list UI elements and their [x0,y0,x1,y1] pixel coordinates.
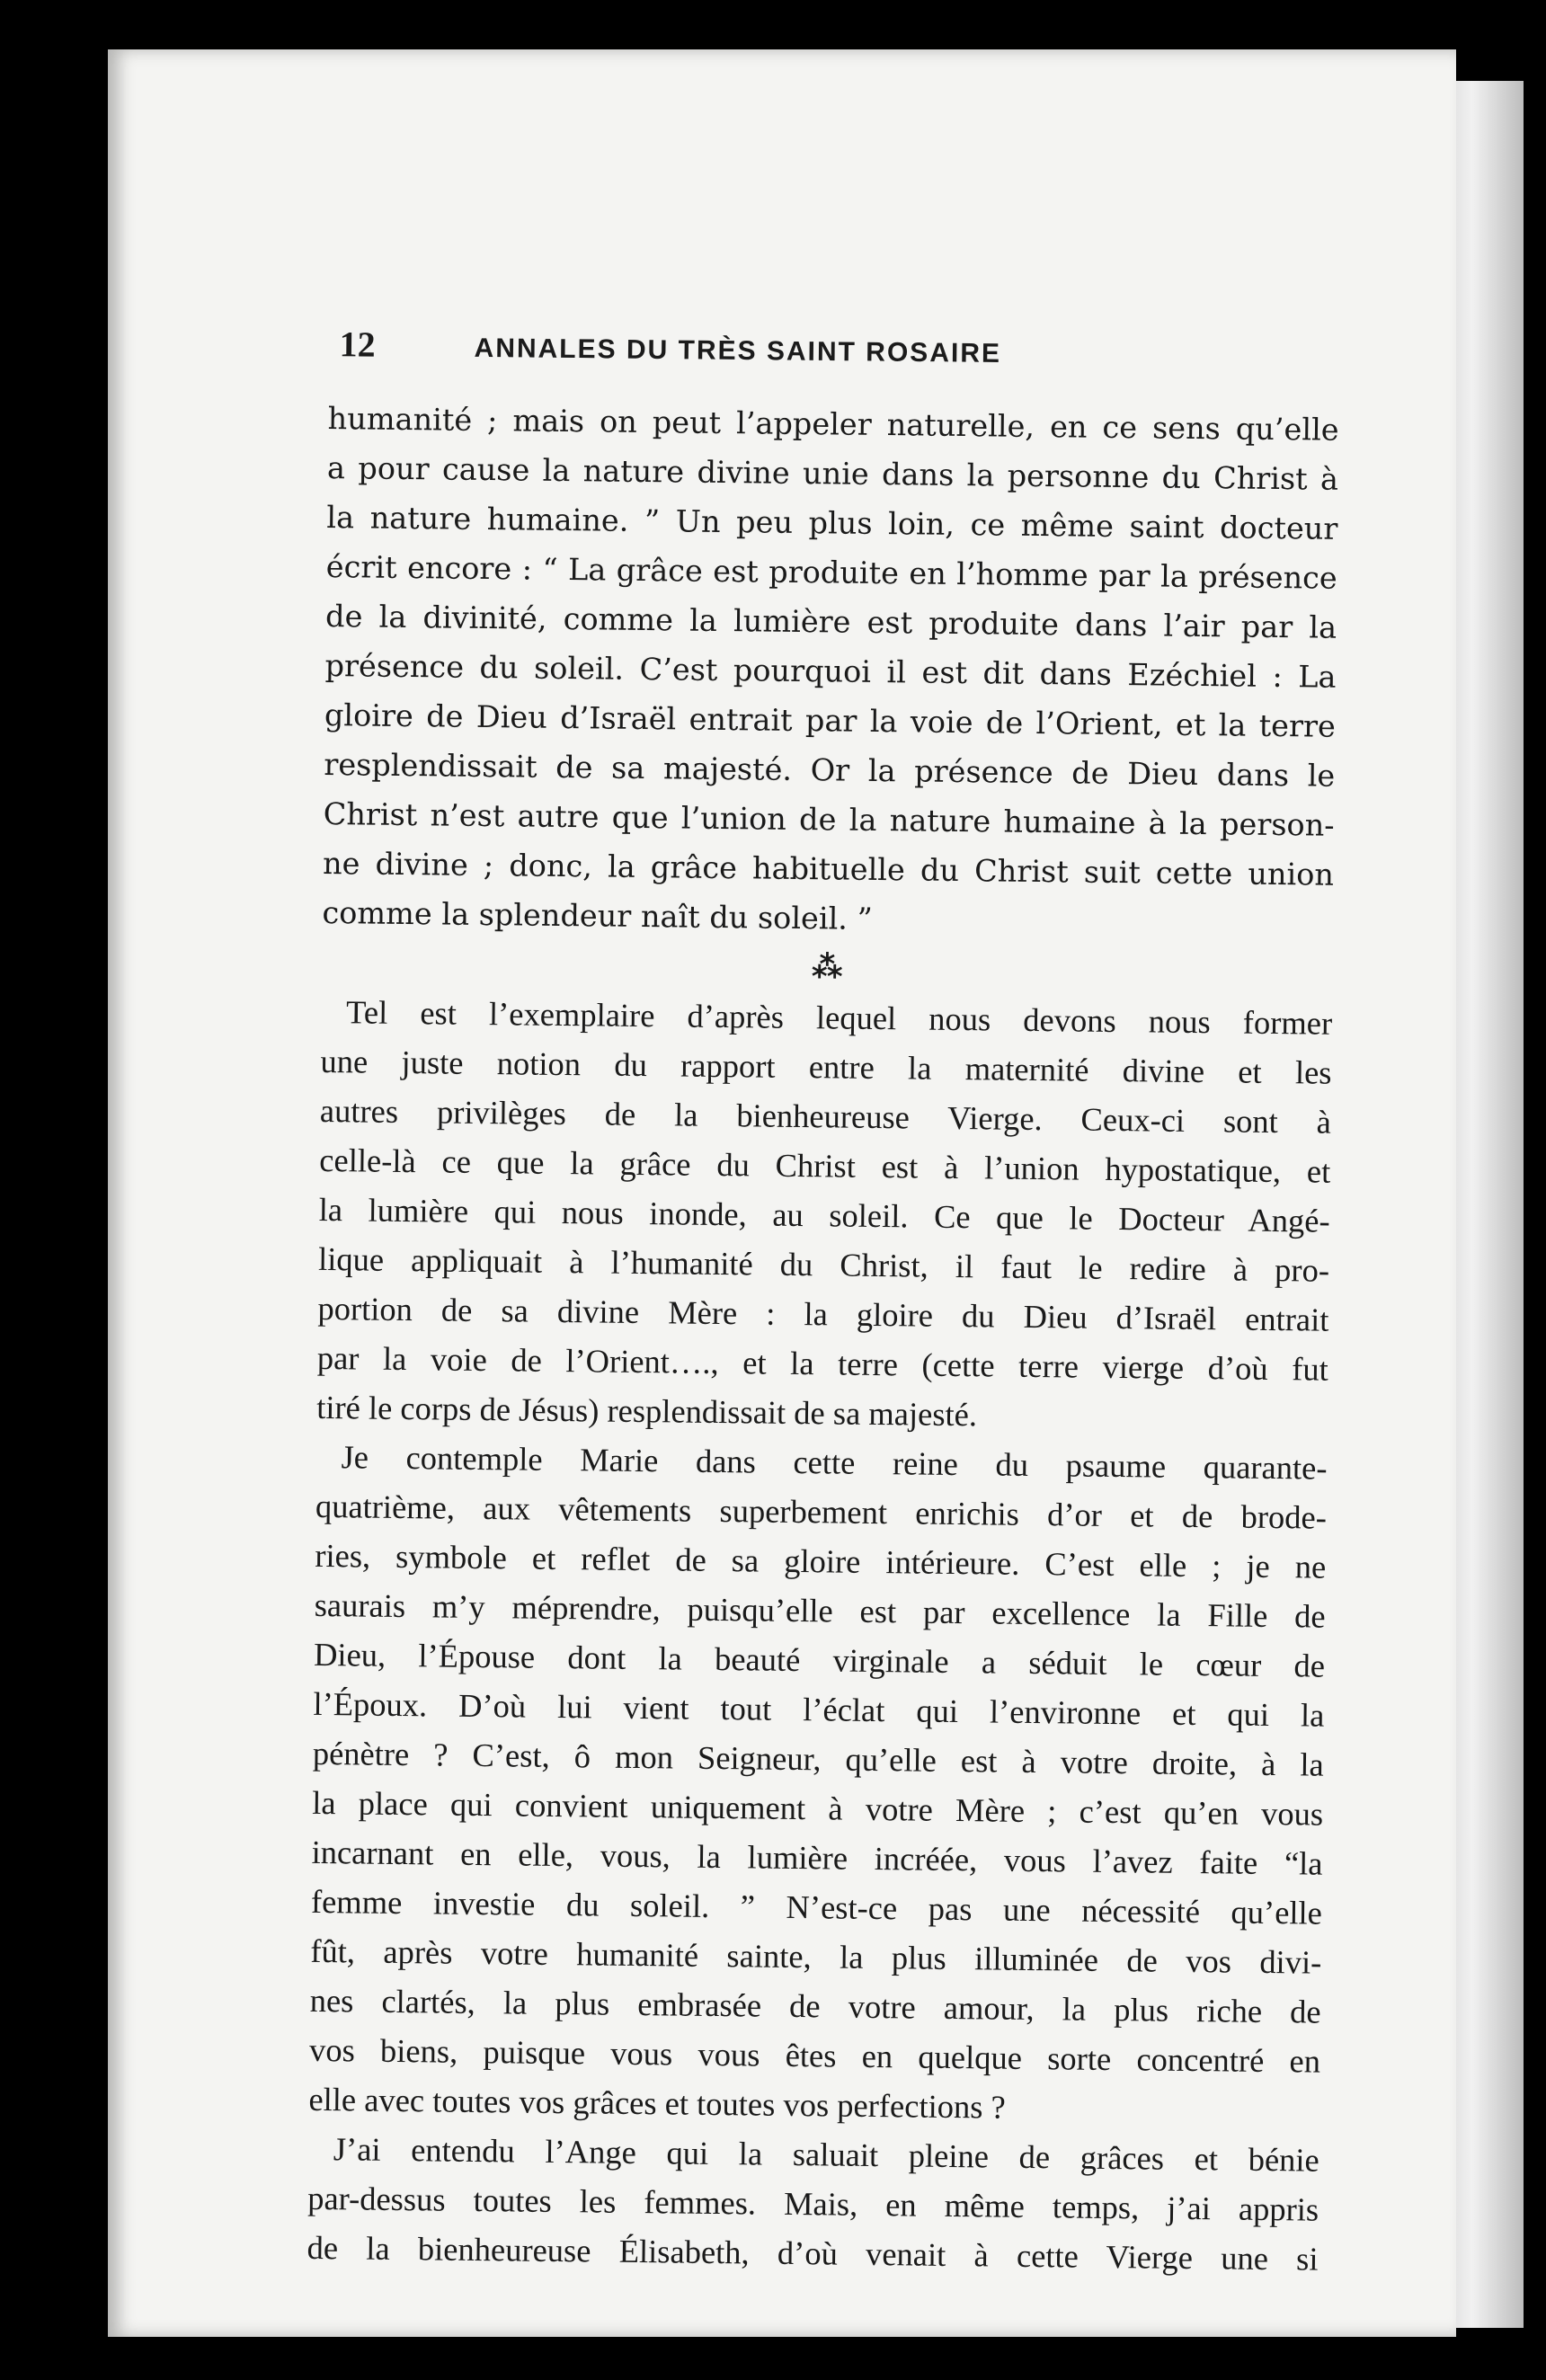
text-line: autres privilèges de la bienheureuse Vierge. Ceux-ci sont à [319,1091,1332,1141]
text-line: fût, après votre humanité sainte, la plus illuminée de vos divi- [310,1932,1322,1981]
text-line: la place qui convient uniquement à votre Mère ; c’est qu’en vous [311,1783,1324,1833]
text-line: humanité ; mais on peut l’appeler naturelle, en ce sens qu’elle [327,400,1339,448]
text-line: Dieu, l’Épouse dont la beauté virginale a séduit le cœur de [313,1635,1326,1684]
text-line: Christ n’est autre que l’union de la nature humaine à la person- [323,795,1335,843]
text-line: tiré le corps de Jésus) resplendissait de sa majesté. [315,1388,978,1434]
text-line: femme investie du soleil. ” N’est-ce pas une nécessité qu’elle [310,1882,1323,1932]
paragraph-2 [316,987,1333,1443]
text-line: vos biens, puisque vous vous êtes en quelque sorte concentré en [308,2030,1321,2080]
text-line: une juste notion du rapport entre la maternité divine et les [320,1042,1332,1091]
text-line: J’ai entendu l’Ange qui la saluait pleine de grâces et bénie [333,2130,1320,2179]
text-line: pénètre ? C’est, ô mon Seigneur, qu’elle est à votre droite, à la [312,1734,1325,1783]
text-line: présence du soleil. C’est pourquoi il est dit dans Ezéchiel : La [324,647,1337,695]
text-line: Je contemple Marie dans cette reine du psaume quarante- [341,1438,1328,1487]
text-line: elle avec toutes vos grâces et toutes vos perfections ? [308,2080,1007,2126]
page-number: 12 [339,324,376,365]
text-line: de la divinité, comme la lumière est produite dans l’air par la [324,598,1337,645]
text-line: par la voie de l’Orient…., et la terre (cette terre vierge d’où fut [316,1338,1328,1388]
asterism: ⁂ [811,949,843,986]
text-line: gloire de Dieu d’Israël entrait par la voie de l’Orient, et la terre [324,697,1337,744]
text-line: ne divine ; donc, la grâce habituelle du Christ suit cette union [322,845,1335,892]
text-line: de la bienheureuse Élisabeth, d’où venait à cette Vierge une si [307,2228,1319,2278]
text-line: écrit encore : “ La grâce est produite en l’homme par la présence [325,548,1337,596]
text-line: quatrième, aux vêtements superbement enrichis d’or et de brode- [315,1487,1328,1536]
text-line: la lumière qui nous inonde, au soleil. Ce que le Docteur Angé- [318,1190,1330,1239]
paragraph-4 [307,2124,1319,2284]
text-line: incarnant en elle, vous, la lumière incréée, vous l’avez faite “la [311,1833,1323,1882]
text-line: portion de sa divine Mère : la gloire du Dieu d’Israël entrait [317,1289,1329,1338]
text-line: Tel est l’exemplaire d’après lequel nous devons nous former [345,993,1333,1042]
text-line: l’Époux. D’où lui vient tout l’éclat qui l’environne et qui la [313,1684,1325,1734]
text-line: celle-là ce que la grâce du Christ est à l’union hypostatique, et [319,1141,1331,1190]
text-line: saurais m’y méprendre, puisqu’elle est par excellence la Fille de [314,1585,1326,1635]
running-head: ANNALES DU TRÈS SAINT ROSAIRE [474,333,1002,369]
paragraph-3 [308,1432,1328,2136]
page-header [231,315,1176,387]
text-line: resplendissait de sa majesté. Or la présence de Dieu dans le [324,746,1336,794]
text-line: nes clartés, la plus embrasée de votre amour, la plus riche de [309,1981,1321,2030]
text-line: par-dessus toutes les femmes. Mais, en même temps, j’ai appris [307,2179,1319,2228]
paragraph-1 [322,394,1339,949]
text-line: lique appliquait à l’humanité du Christ, il faut le redire à pro- [317,1239,1330,1289]
text-line: ries, symbole et reflet de sa gloire intérieure. C’est elle ; je ne [315,1536,1327,1585]
body-text [307,394,1339,2284]
text-line: la nature humaine. ” Un peu plus loin, ce même saint docteur [326,499,1338,546]
text-line: comme la splendeur naît du soleil. ” [322,894,873,937]
text-line: a pour cause la nature divine unie dans la personne du Christ à [326,449,1339,497]
